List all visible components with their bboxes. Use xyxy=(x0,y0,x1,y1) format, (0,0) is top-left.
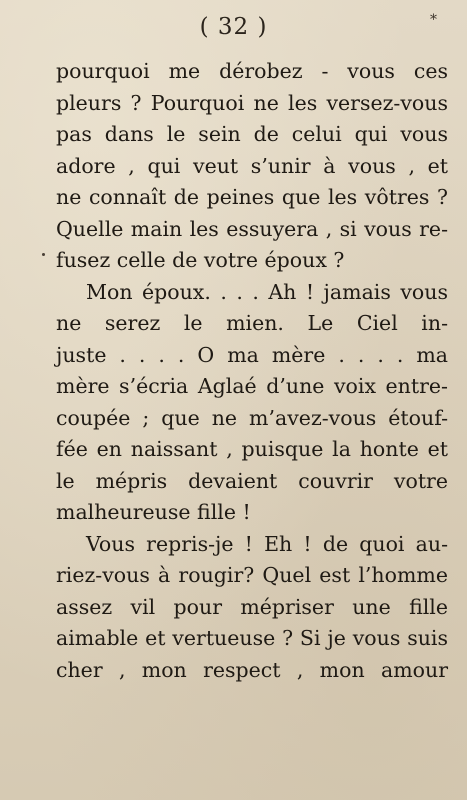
text-line: mère s’écria Aglaé d’une voix entre- xyxy=(56,374,448,398)
paragraph-1 xyxy=(56,56,448,277)
paragraph-2 xyxy=(56,277,448,529)
body-text xyxy=(56,56,448,686)
page-number: ( 32 ) xyxy=(199,14,268,40)
paragraph-3 xyxy=(56,529,448,687)
text-line: ne connaît de peines que les vôtres ? xyxy=(56,185,448,209)
text-line: juste . . . . O ma mère . . . . ma xyxy=(56,342,448,367)
text-line: fée en naissant , puisque la honte et xyxy=(56,437,448,461)
text-line: pleurs ? Pourquoi ne les versez-vous xyxy=(56,90,448,115)
text-line: Quelle main les essuyera , si vous re- xyxy=(56,216,448,241)
corner-mark: * xyxy=(430,12,437,28)
text-line: malheureuse fille ! xyxy=(56,500,251,524)
text-line: aimable et vertueuse ? Si je vous suis xyxy=(56,626,448,650)
text-line: Vous repris-je ! Eh ! de quoi au- xyxy=(86,531,448,556)
text-line: fusez celle de votre époux ? xyxy=(56,248,345,272)
text-line: pourquoi me dérobez - vous ces xyxy=(56,59,448,83)
text-line: assez vil pour mépriser une fille xyxy=(56,594,448,619)
margin-dot xyxy=(42,253,45,256)
text-line: le mépris devaient couvrir votre xyxy=(56,468,448,493)
text-line: riez-vous à rougir? Quel est l’homme xyxy=(56,563,448,587)
text-line: coupée ; que ne m’avez-vous étouf- xyxy=(56,405,448,430)
text-line: cher , mon respect , mon amour xyxy=(56,657,448,682)
text-line: pas dans le sein de celui qui vous xyxy=(56,122,448,146)
text-line: ne serez le mien. Le Ciel in- xyxy=(56,311,448,335)
text-line: adore , qui veut s’unir à vous , et xyxy=(56,153,448,178)
text-line: Mon époux. . . . Ah ! jamais vous xyxy=(86,279,448,304)
